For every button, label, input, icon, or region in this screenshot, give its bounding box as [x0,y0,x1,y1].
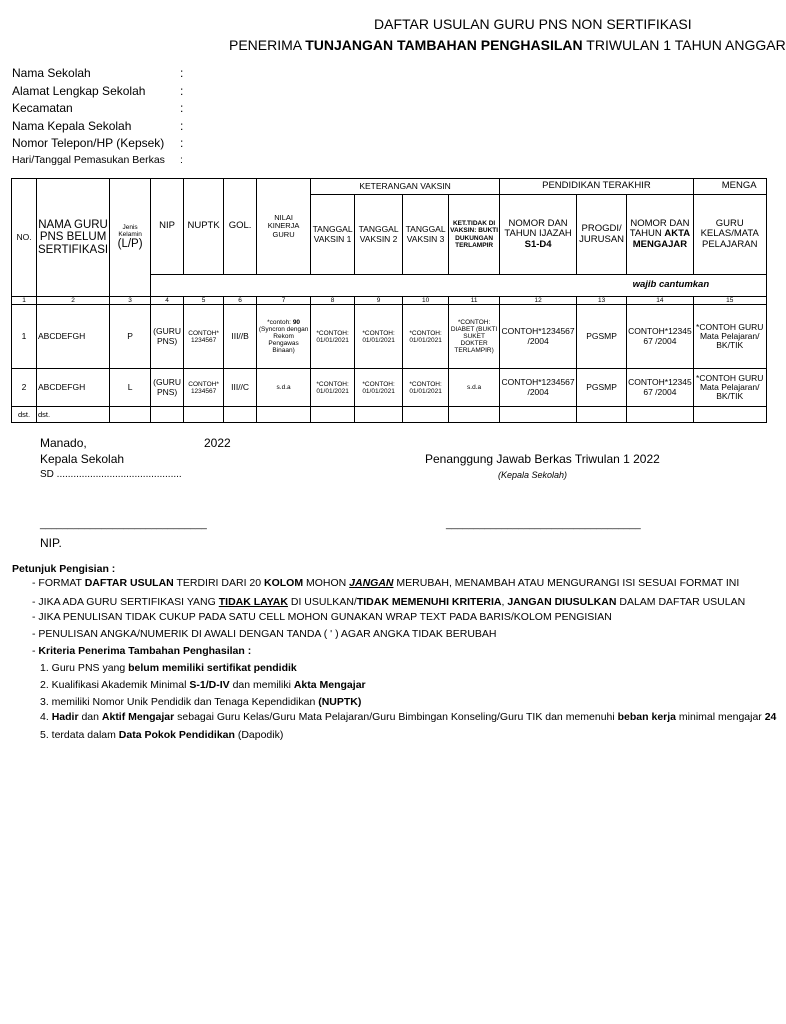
info-alamat: Alamat Lengkap Sekolah : [12,83,184,98]
header-nip: NIP [151,179,184,275]
table-row: 2 ABCDEFGH L (GURU PNS) CONTOH* 1234567 III//C s.d.a *CONTOH: 01/01/2021 *CONTOH: 01/01/2021 *CONTOH: 01/01/2021 s.d.a CONTOH*1234567 /2004 PGSMP CONTOH*12345 67 /2004 *CONTOH GURU Mata Pelajaran/ BK/TIK [12,369,767,407]
note-4: - PENULISAN ANGKA/NUMERIK DI AWALI DENGAN TANDA ( ' ) AGAR ANGKA TIDAK BERUBAH [32,628,497,640]
header-no: NO. [12,179,37,297]
header-nama: NAMA GURU PNS BELUM SERTIFIKASI [37,179,110,297]
header-jenis-kelamin: Jenis Kelamin (L/P) [110,179,151,297]
note-1: - FORMAT DAFTAR USULAN TERDIRI DARI 20 KOLOM MOHON JANGAN MERUBAH, MENAMBAH ATAU MENGURANGI ISI SESUAI FORMAT INI [32,577,740,589]
kriteria-4: 4. Hadir dan Aktif Mengajar sebagai Guru Kelas/Guru Mata Pelajaran/Guru Bimbingan Konseling/Guru TIK dan memenuhi beban kerja minimal mengajar 24 [40,711,777,723]
header-menga: MENGA [693,179,766,195]
note-5: - Kriteria Penerima Tambahan Penghasilan : [32,645,252,657]
header-guru-kelas: GURU KELAS/MATA PELAJARAN [693,195,766,275]
sig-penanggung: Penanggung Jawab Berkas Triwulan 1 2022 [425,452,660,466]
title-line-2: PENERIMA TUNJANGAN TAMBAHAN PENGHASILAN TRIWULAN 1 TAHUN ANGGAR [229,37,786,53]
title-line-1: DAFTAR USULAN GURU PNS NON SERTIFIKASI [374,16,692,32]
wajib-cantumkan: wajib cantumkan [627,275,767,297]
kriteria-5: 5. terdata dalam Data Pokok Pendidikan (Dapodik) [40,729,284,741]
info-telepon: Nomor Telepon/HP (Kepsek) : [12,136,184,150]
header-progdi: PROGDI/ JURUSAN [577,195,627,275]
sig-city: Manado, [40,436,87,450]
header-ket-tidak-vaksin: KET.TIDAK DI VAKSIN: BUKTI DUKUNGAN TERLAMPIR [449,195,500,275]
header-vaksin-3: TANGGAL VAKSIN 3 [403,195,449,275]
info-kepala-sekolah: Nama Kepala Sekolah : [12,118,184,133]
info-tanggal-berkas: Hari/Tanggal Pemasukan Berkas : [12,153,183,166]
usulan-table [11,178,767,423]
sig-line-right: ___________________________________ [446,519,641,530]
school-info [12,66,184,171]
header-vaksin-2: TANGGAL VAKSIN 2 [355,195,403,275]
kriteria-2: 2. Kualifikasi Akademik Minimal S-1/D-IV dan memiliki Akta Mengajar [40,679,366,691]
kriteria-3: 3. memiliki Nomor Unik Pendidik dan Tenaga Kependidikan (NUPTK) [40,696,362,708]
note-3: - JIKA PENULISAN TIDAK CUKUP PADA SATU CELL MOHON GUNAKAN WRAP TEXT PADA BARIS/KOLOM PENGISIAN [32,611,612,623]
table-row-dst: dst. dst. [12,407,767,423]
header-ijazah: NOMOR DAN TAHUN IJAZAH S1-D4 [500,195,577,275]
header-pendidikan-terakhir: PENDIDIKAN TERAKHIR [500,179,694,195]
header-gol: GOL. [224,179,257,275]
column-number-row: 1 2 3 4 5 6 7 8 9 10 11 12 13 14 15 [12,297,767,305]
note-2: - JIKA ADA GURU SERTIFIKASI YANG TIDAK LAYAK DI USULKAN/TIDAK MEMENUHI KRITERIA, JANGAN DIUSULKAN DALAM DAFTAR USULAN [32,596,746,608]
table-row: 1 ABCDEFGH P (GURU PNS) CONTOH* 1234567 III//B *contoh: 90 (Syncron dengan Rekom Pengawas Binaan) *CONTOH: 01/01/2021 *CONTOH: 01/01/2021 *CONTOH: 01/01/2021 *CONTOH: DIABET (BUKTI SUKET DOKTER TERLAMPIR) CONTOH*1234567 /2004 PGSMP CONTOH*12345 67 /2004 *CONTOH GURU Mata Pelajaran/ BK/TIK [12,305,767,369]
sig-line-left: ______________________________ [40,519,207,530]
header-keterangan-vaksin: KETERANGAN VAKSIN [311,179,500,195]
kriteria-1: 1. Guru PNS yang belum memiliki sertifikat pendidik [40,662,297,674]
sig-sd: SD ............................................. [40,469,182,480]
sig-kepala: Kepala Sekolah [40,452,125,466]
header-vaksin-1: TANGGAL VAKSIN 1 [311,195,355,275]
header-akta: NOMOR DAN TAHUN AKTA MENGAJAR [627,195,694,275]
info-kecamatan: Kecamatan : [12,101,184,115]
header-nilai-kinerja: NILAI KINERJA GURU [257,179,311,275]
sig-penanggung-sub: (Kepala Sekolah) [498,470,568,480]
header-nuptk: NUPTK [184,179,224,275]
notes-heading: Petunjuk Pengisian : [12,563,116,575]
sig-nip: NIP. [40,536,62,550]
sig-year: 2022 [204,436,231,450]
info-nama-sekolah: Nama Sekolah : [12,66,184,80]
